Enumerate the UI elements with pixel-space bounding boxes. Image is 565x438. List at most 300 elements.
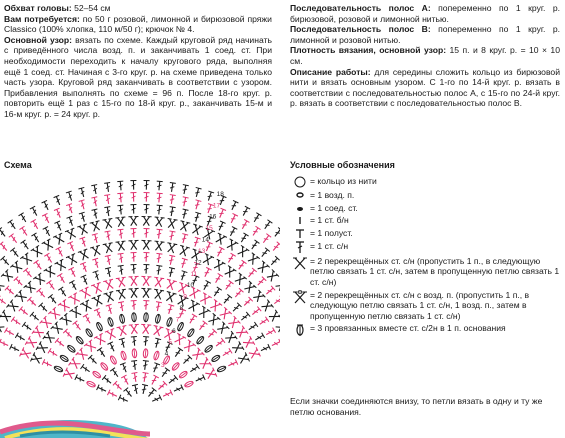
stitch-mark [153, 289, 164, 299]
stitch-mark [70, 306, 83, 319]
stitch-mark [233, 288, 243, 299]
stitch-mark [78, 249, 90, 261]
stitch-mark [86, 380, 96, 388]
stitch-mark [105, 231, 113, 241]
slip-stitch-icon [290, 203, 310, 213]
stitch-mark [173, 385, 184, 394]
main-pattern-label: Основной узор: [4, 34, 73, 45]
crossed-dc-chain-icon [290, 290, 310, 304]
stitch-mark [131, 360, 138, 370]
stitch-mark [218, 307, 231, 320]
stitch-mark [116, 277, 127, 287]
stitch-mark [266, 269, 279, 282]
stitch-mark [152, 325, 164, 336]
stitch-mark [58, 287, 68, 298]
single-crochet-icon [290, 215, 310, 225]
row-number-label: 10 [186, 282, 195, 290]
stitch-mark [140, 384, 148, 394]
stitch-mark [47, 280, 57, 291]
stitch-mark [55, 338, 66, 348]
stitch-mark [258, 317, 269, 327]
stitch-mark [207, 313, 220, 326]
stitch-mark [30, 312, 41, 322]
stitch-mark [166, 317, 173, 327]
stitch-mark [76, 348, 89, 361]
stitch-mark [11, 317, 22, 327]
stitch-mark [130, 181, 136, 190]
legend-text: = 2 перекрещённых ст. с/н (пропустить 1 п., в следующую петлю связать 1 ст. с/н, затем в пропущенную петлю связать 1 ст. с/н) [310, 255, 560, 287]
stitch-mark [66, 344, 76, 353]
stitch-mark [225, 239, 238, 252]
stitch-mark [100, 362, 109, 372]
stitch-mark [214, 233, 227, 245]
stitch-mark [117, 229, 124, 239]
stitch-mark [143, 229, 149, 238]
stitch-mark [231, 341, 244, 354]
stitch-mark [167, 267, 175, 277]
stitch-mark [142, 337, 149, 346]
stitch-mark [66, 254, 79, 266]
head-size-line [4, 3, 272, 14]
stitch-mark [129, 276, 139, 285]
stitch-mark [42, 213, 51, 224]
stitch-mark [216, 221, 225, 232]
stitch-mark [34, 260, 44, 271]
stitch-mark [209, 299, 222, 312]
stitch-mark [20, 253, 33, 266]
ring-icon [290, 176, 310, 188]
stitch-mark [162, 390, 173, 399]
stitch-mark [233, 273, 246, 286]
stitch-mark [110, 368, 120, 379]
stitch-mark [0, 296, 8, 306]
legend-text: = 1 ст. б/н [310, 215, 349, 226]
stitch-mark [63, 329, 74, 340]
stitch-mark [239, 312, 250, 322]
stitch-mark [181, 355, 192, 366]
work-description-value: для середины сложить кольцо из бирюзовой нити и вязать основным узором. С 1-го по 14-й круг. р. вязать в соответствии с последовательностью полос A, с 15-го по 24-й круг. р. вязать в соответствии с последовательностью полос B. [290, 66, 560, 109]
stitch-mark [0, 227, 7, 238]
row-number-label: 11 [190, 270, 198, 278]
stitch-mark [265, 328, 276, 338]
stitch-mark [78, 187, 86, 197]
stitch-mark [236, 260, 246, 271]
stitch-mark [104, 291, 116, 302]
gauge-label: Плотность вязания, основной узор: [290, 45, 447, 56]
head-size-value: 52–54 см [71, 3, 111, 13]
stitch-mark [179, 258, 187, 268]
row-number-label: 13 [198, 247, 206, 255]
stitch-mark [10, 261, 23, 274]
stitch-mark [80, 262, 89, 273]
stitch-mark [166, 218, 177, 229]
stitch-mark [251, 226, 261, 237]
stitch-mark [44, 266, 57, 279]
stitch-mark [254, 333, 265, 343]
stitch-mark [54, 221, 63, 232]
stitch-mark [250, 307, 261, 317]
stitch-mark [119, 314, 125, 324]
crochet-chart [0, 152, 280, 412]
stitch-mark [130, 193, 136, 202]
stitch-mark [141, 216, 151, 225]
stitch-mark [169, 182, 176, 192]
stitch-mark [43, 227, 53, 238]
stitch-mark [117, 181, 124, 190]
stitch-mark [187, 328, 196, 338]
stitch-mark [271, 339, 280, 348]
stitch-mark [249, 240, 259, 251]
stitch-mark [42, 200, 51, 211]
stitch-mark [153, 338, 161, 348]
stitch-mark [104, 195, 111, 205]
stitch-mark [106, 304, 114, 314]
stitch-mark [149, 375, 159, 386]
materials-label: Вам потребуется: [4, 13, 80, 24]
stitch-mark [120, 351, 127, 361]
legend-text: = кольцо из нити [310, 176, 377, 186]
stitch-mark [256, 261, 269, 274]
stitch-mark [256, 277, 267, 288]
stitch-mark [39, 303, 50, 314]
row-number-label: 16 [209, 213, 217, 221]
stitch-mark [223, 266, 236, 279]
stitch-mark [21, 240, 31, 251]
stitch-mark [217, 365, 227, 373]
stitch-mark [97, 385, 108, 394]
stitch-mark [56, 247, 65, 258]
stitch-mark [94, 333, 107, 346]
stitch-mark [128, 240, 138, 249]
stitch-mark [141, 240, 151, 249]
stitch-mark [143, 253, 149, 262]
stitch-mark [37, 288, 47, 299]
stitch-mark [4, 328, 15, 338]
stitch-mark [189, 364, 200, 374]
double-crochet-icon [290, 241, 310, 254]
stitch-mark [262, 220, 272, 231]
stitch-mark [213, 273, 223, 284]
stitch-mark [92, 295, 105, 307]
stitch-mark [184, 380, 194, 388]
stitch-mark [121, 375, 131, 386]
stitch-mark [271, 242, 280, 253]
stitch-mark [109, 355, 117, 365]
legend-item-chain [290, 190, 560, 201]
stitch-mark [132, 313, 137, 322]
stitch-mark [25, 336, 38, 349]
stitch-mark [130, 205, 136, 214]
stitch-mark [23, 268, 33, 279]
stitch-mark [252, 290, 265, 303]
stitch-mark [117, 205, 124, 215]
stitch-mark [206, 329, 217, 340]
stitch-mark [211, 354, 221, 363]
stitch-mark [131, 265, 137, 274]
stitch-mark [132, 349, 137, 358]
row-number-label: 9 [183, 293, 187, 301]
stitch-mark [44, 253, 54, 264]
stitch-mark [105, 267, 113, 277]
stitch-mark [191, 348, 204, 361]
stitch-mark [19, 213, 29, 224]
stitch-mark [236, 245, 249, 258]
stitch-mark [19, 307, 30, 317]
stitch-mark [194, 374, 205, 383]
stitch-mark [242, 336, 255, 349]
stitch-mark [77, 224, 89, 236]
stitch-mark [54, 208, 63, 219]
row-number-label: 12 [194, 259, 202, 267]
stitch-mark [107, 317, 114, 327]
stitch-mark [221, 348, 232, 358]
stitch-mark [79, 200, 87, 210]
stitch-mark [155, 265, 162, 275]
stitch-mark [179, 271, 188, 281]
stitch-mark [155, 253, 162, 263]
stitch-mark [223, 280, 233, 291]
stitch-mark [90, 245, 102, 256]
stitch-mark [0, 256, 11, 267]
stitch-mark [118, 265, 125, 275]
stitch-mark [67, 242, 76, 253]
stitch-mark [59, 354, 69, 363]
stitch-mark [181, 185, 189, 195]
stitch-mark [224, 331, 237, 344]
stitch-mark [248, 347, 260, 360]
stitch-mark [156, 181, 163, 190]
stitch-mark [128, 216, 138, 225]
main-pattern-value: вязать по схеме. Каждый круговой ряд начинать с приведённого числа возд. п. и заканчивать 1 соед. ст. При необходимости переходить к началу кругового ряда, выполняя ещё 1 соед. ст. Начиная с 3-го круг. р. на схеме приведена только часть узора. Круговой ряд заканчивать в соответствии с узором. Прибавления выполнять по схеме = 96 п. После 18-го круг. р. повторить ещё 1 раз с 15-го по 18-й круг. р., заканчивать 15-м и 16-м круг. р. = 24 круг. р. [4, 34, 272, 119]
stitch-mark [168, 231, 176, 241]
stitch-mark [151, 363, 160, 374]
stitch-mark [91, 197, 99, 207]
stitch-mark [48, 294, 58, 305]
stitch-mark [117, 193, 124, 203]
stitch-mark [5, 286, 16, 296]
stitch-mark [240, 219, 250, 230]
stitch-mark [14, 277, 25, 288]
stitch-mark [182, 340, 195, 353]
stitch-mark [118, 395, 129, 404]
stitch-mark [260, 300, 273, 313]
stitch-mark [90, 221, 102, 232]
stitch-mark [65, 228, 78, 240]
stitch-mark [160, 368, 170, 379]
stitch-mark [229, 213, 238, 224]
row-number-label: 14 [201, 236, 210, 244]
stitch-mark [129, 288, 139, 298]
stitch-mark [107, 390, 118, 399]
stitch-mark [9, 234, 19, 245]
stitch-mark [171, 362, 180, 372]
legend-item-ring [290, 176, 560, 188]
schema-title: Схема [4, 160, 32, 170]
stitch-mark [260, 344, 271, 353]
stitch-mark [92, 370, 102, 379]
stitch-mark [8, 220, 18, 231]
stitch-mark [197, 306, 210, 319]
stitch-mark [30, 352, 42, 365]
main-pattern-line [4, 35, 272, 120]
work-description-label: Описание работы: [290, 66, 371, 77]
stitch-mark [104, 182, 111, 192]
row-number-label: 7 [175, 316, 180, 324]
crossed-dc-icon [290, 256, 310, 270]
legend-text: = 3 провязанных вместе ст. с/2н в 1 п. основания [310, 323, 506, 334]
stitch-mark [154, 217, 165, 227]
stitch-mark [81, 275, 90, 286]
stitch-mark [227, 359, 238, 368]
stitch-mark [273, 227, 280, 238]
stitch-mark [141, 324, 152, 334]
left-column [4, 3, 272, 120]
stitch-mark [143, 349, 148, 358]
stitch-mark [212, 287, 222, 298]
stitch-mark [217, 208, 226, 219]
stitch-mark [0, 310, 12, 323]
stitch-mark [143, 205, 149, 214]
stitch-mark [102, 218, 113, 229]
legend-item-hdc [290, 228, 560, 239]
stitch-mark [164, 291, 176, 302]
stitch-mark [239, 233, 249, 244]
stitch-mark [173, 348, 183, 359]
stitch-mark [178, 221, 190, 232]
stitch-mark [15, 290, 28, 303]
stitch-mark [105, 328, 118, 340]
head-size-label: Обхват головы: [4, 3, 72, 13]
stitch-mark [36, 341, 49, 354]
stitch-mark [153, 351, 160, 361]
stitch-mark [272, 296, 280, 306]
stitch-mark [92, 234, 100, 244]
stitch-mark [222, 294, 232, 305]
legend-item-crossed-chain [290, 290, 560, 322]
yarn-ball-image [0, 404, 150, 438]
stitch-mark [242, 297, 253, 308]
stitch-mark [67, 216, 76, 227]
stitch-mark [68, 293, 81, 306]
stitch-mark [181, 209, 189, 219]
stripe-seq-b-line [290, 24, 560, 45]
stitch-mark [19, 226, 29, 237]
stitch-mark [235, 326, 248, 339]
stitch-mark [198, 293, 211, 306]
stitch-mark [42, 359, 53, 368]
stitch-mark [79, 237, 88, 247]
stripe-seq-a-label: Последовательность полос A: [290, 3, 431, 13]
stitch-mark [60, 313, 73, 326]
legend-item-crossed [290, 256, 560, 288]
stitch-mark [259, 248, 269, 259]
stitch-mark [246, 253, 259, 266]
row-number-label: 6 [172, 327, 176, 335]
stitch-mark [201, 254, 214, 266]
stitch-mark [84, 340, 97, 353]
stitch-mark [143, 193, 149, 202]
stitch-mark [268, 310, 280, 323]
stitch-mark [141, 276, 151, 285]
legend-text: = 2 перекрещённых ст. с/н с возд. п. (пропустить 1 п., в следующую петлю связать 1 ст. с/н, 1 возд. п., затем в пропущенную петлю связать 1 ст. с/н) [310, 289, 530, 321]
stitch-mark [57, 273, 67, 284]
stitch-mark [73, 321, 83, 332]
stitch-mark [120, 363, 129, 374]
stitch-mark [91, 283, 103, 295]
stitch-mark [103, 243, 115, 254]
stitch-mark [124, 388, 134, 399]
stitch-mark [198, 357, 211, 370]
stitch-mark [103, 279, 115, 290]
stitch-mark [269, 256, 280, 267]
stitch-mark [66, 204, 75, 214]
stitch-mark [22, 322, 33, 332]
stitch-mark [156, 381, 167, 392]
row-number-label: 17 [212, 202, 221, 210]
stitch-mark [20, 347, 32, 360]
stitch-mark [196, 335, 205, 345]
stitch-mark [252, 213, 262, 224]
legend-item-dc [290, 241, 560, 254]
stitch-mark [141, 372, 148, 382]
stitch-mark [118, 253, 125, 263]
stitch-mark [32, 326, 45, 339]
legend-item-cluster [290, 323, 560, 337]
stitch-mark [15, 333, 26, 343]
stitch-mark [227, 316, 240, 329]
stitch-mark [119, 338, 127, 348]
stitch-mark [278, 265, 280, 276]
chart-marks [0, 181, 280, 405]
stitch-mark [79, 287, 92, 299]
stitch-mark [167, 255, 175, 265]
stitch-mark [66, 191, 75, 201]
stitch-mark [118, 302, 126, 312]
stitch-mark [261, 234, 271, 245]
stitch-mark [215, 247, 224, 258]
stitch-mark [132, 384, 140, 394]
legend-note: Если значки соединяются внизу, то петли вязать в одну и ту же петлю основания. [290, 396, 543, 417]
stitch-mark [167, 375, 178, 385]
stitch-mark [204, 344, 214, 353]
stitch-mark [10, 344, 21, 353]
stitch-mark [0, 265, 2, 276]
stitch-mark [92, 258, 100, 268]
stitch-mark [178, 245, 190, 256]
stitch-mark [94, 308, 103, 319]
stitch-mark [168, 195, 175, 205]
stripe-seq-a-value: попеременно по 1 круг. р. бирюзовой, розовой и лимонной нитью. [290, 3, 560, 24]
stitch-mark [63, 368, 75, 381]
stitch-mark [31, 233, 41, 244]
gauge-line [290, 45, 560, 66]
legend [290, 176, 560, 339]
stitch-mark [156, 205, 163, 215]
stitch-mark [229, 200, 238, 211]
row-number-label: 3 [160, 362, 165, 370]
stitch-mark [187, 314, 197, 325]
legend-title: Условные обозначения [290, 160, 395, 170]
stitch-mark [130, 229, 136, 238]
stitch-mark [115, 217, 126, 227]
stitch-mark [131, 253, 137, 262]
stitch-mark [193, 212, 201, 222]
stitch-mark [143, 181, 149, 190]
legend-item-slip [290, 203, 560, 214]
row-number-label: 8 [179, 304, 184, 312]
stitch-mark [48, 307, 61, 320]
half-double-icon [290, 228, 310, 239]
